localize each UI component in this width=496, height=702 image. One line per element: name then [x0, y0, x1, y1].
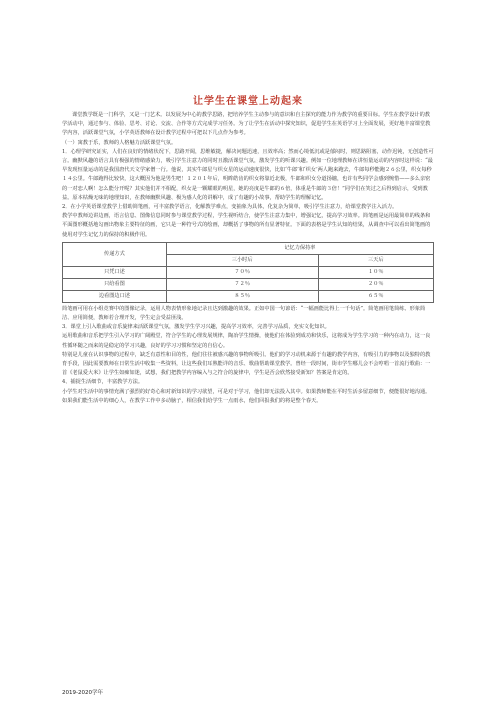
paragraph: 特别是儿童在认识事物的过程中，缺乏有意性和目的性，他们往往被感兴趣的事物所吸引。他们的学习动机来源于有趣的教学内容，有吸引力的事物以及独特的教育手段，因此需要教师在日常生活中收集一些资料，让这些我们耳熟能详的音乐、歌曲帮助课堂教学。曾经一段时间，街市学生哪儿会不会哼唱一首流行歌曲：一首《老鼠爱大米》让学生如痴如迷，试想，我们把教学内容编入与之符合的旋律中，学生是否会欣然接受新知？答案是肯定的。 [62, 351, 431, 377]
table-row [63, 278, 434, 290]
table-cell: ７２％ [166, 278, 318, 290]
table-cell: ８５％ [166, 290, 318, 302]
section-heading: （一）寓教于乐，教师的人格魅力活跃课堂气氛。 [62, 139, 177, 146]
table-cell: ６５％ [318, 290, 434, 302]
table-header-cell: 记忆力保持率 [166, 242, 433, 254]
paragraph: 教学中教师边讲边画，语言信息、图像信息同时参与课堂教学过程，学生视听结合，使学生注意力集中，增强记忆，提高学习效率。简笔画是运用最简单的线条和平面图形概括地勾画出物象主要特征的画，它只是一种符号式的绘画，却概括了事物的所有显著特征。下面的表格是学生认知的结果，从调查中可以看出简笔画的使用对学生记忆力的保持的积极作用。 [62, 213, 431, 238]
paragraph: 小学生对生活中的事情充满了强烈的好奇心和对新知识的学习欲望，可是对于学习，他们却无法投入其中。如果教师能在平时生活多留意细节，便能很好地沟通。如果我们能生活中的细心人，在教学工作中多动脑子，相信我们给学生一点雨水，他们回报我们的将是整个春天。 [62, 388, 431, 404]
table-header-cell: 三小时后 [166, 254, 318, 266]
paragraph: 课堂教学既是一门科学，又是一门艺术。以发展为中心的教学思路，把培养学生主动参与的意识和自主探究的能力作为教学的重要目标。学生在教学设计的教学活动中，通过参与、体验、思考、讨论、交流、合作等方式完成学习任务。为了让学生在活动中探究知识，促进学生在英语学习上全面发展，更好地丰富课堂教学内容，活跃课堂气氛，小学英语教师在设计教学过程中可把以下几点作为参考。 [62, 112, 431, 137]
memory-retention-table [62, 242, 434, 303]
table-cell: 只凭口述 [63, 266, 167, 278]
table-header-row [63, 242, 434, 254]
page-title: 让学生在课堂上动起来 [193, 96, 303, 107]
document-body [62, 111, 434, 406]
paragraph: 1．心理学研究证实，人们在良好的情绪状况下，思路开阔，思维敏捷，解决问题迅速，且效率高；然而心境低沉或是郁闷时，则思路阻塞，动作迟钝，无创造性可言。幽默风趣的语言具有极强的情绪感染力，吸引学生注意力的同时且激活课堂气氛，激发学生的听课兴趣。例如一位地理教师在讲恒量运动的内容时这样说：“最早发现恒量运动的是我国唐代天文学家僧一行。他说，其实牛郎星与织女星的运动速度很快，比如‘牛郎’和‘织女’两人跑来跑去，牛郎每秒能跑２６公里，织女每秒１４公里。牛郎跑得比较快，这大概因为他是男生吧！１２０１年后，明眸皓齿的织女将靠近北极，牛郎和织女分道扬镳，也许有些同学会感到惋惜——多么亲密的一对恋人啊！怎么能分开呢？其实他们并不相配，织女是一颗耀眼的明星，她的亮度是牛郎的６倍，体重是牛郎的３倍！”同学们在笑过之后得到启示，受到教益。原本枯燥无味的地理知识，在教师幽默风趣、极为感人化的讲解中，成了有趣的小故事，帮助学生的理解记忆。 [62, 148, 434, 201]
table-cell: ７０％ [166, 266, 318, 278]
section-heading: 4、捕捉生活细节，丰富教学方法。 [62, 379, 144, 386]
table-cell: 边看图边口述 [63, 290, 167, 302]
table-header-cell: 传递方式 [63, 242, 167, 266]
table-row [63, 290, 434, 302]
paragraph: 2．在小学英语课堂教学上借助简笔画，可丰富教学语言，化解教学难点，变抽象为具体，化复杂为简单，吸引学生注意力，给课堂教学注入活力。 [62, 204, 398, 211]
table-header-cell: 三天后 [318, 254, 434, 266]
paragraph: 3．课堂上引入歌曲或音乐旋律来活跃课堂气氛，激发学生学习兴趣，提高学习效率，完善学习品质，充实文化知识。 [62, 324, 330, 331]
table-cell: ２０％ [318, 278, 434, 290]
table-cell: １０％ [318, 266, 434, 278]
table-cell: 只给看图 [63, 278, 167, 290]
paragraph: 运用歌曲和音乐把学生引入学习的广阔殿堂，符合学生的心理发展规律，陶冶学生情操，使他们在体验到成功和快乐，这将成为学生学习的一种内在动力，这一良性循环随之而来的是稳定的学习兴趣，良好的学习习惯和坚定的自信心。 [62, 333, 431, 349]
paragraph: 简笔画可用在小组竞赛中的图像记录，运用人物表情形象地记录且达到激趣的效果。正如中国一句谚语：“一幅画能比得上一千句话”。简笔画用笔简练、形象简洁、应用简便，教师若合理开发，学生定会受益匪浅。 [62, 305, 426, 322]
table-row [63, 266, 434, 278]
footer-label: 2019-2020学年 [62, 690, 103, 696]
